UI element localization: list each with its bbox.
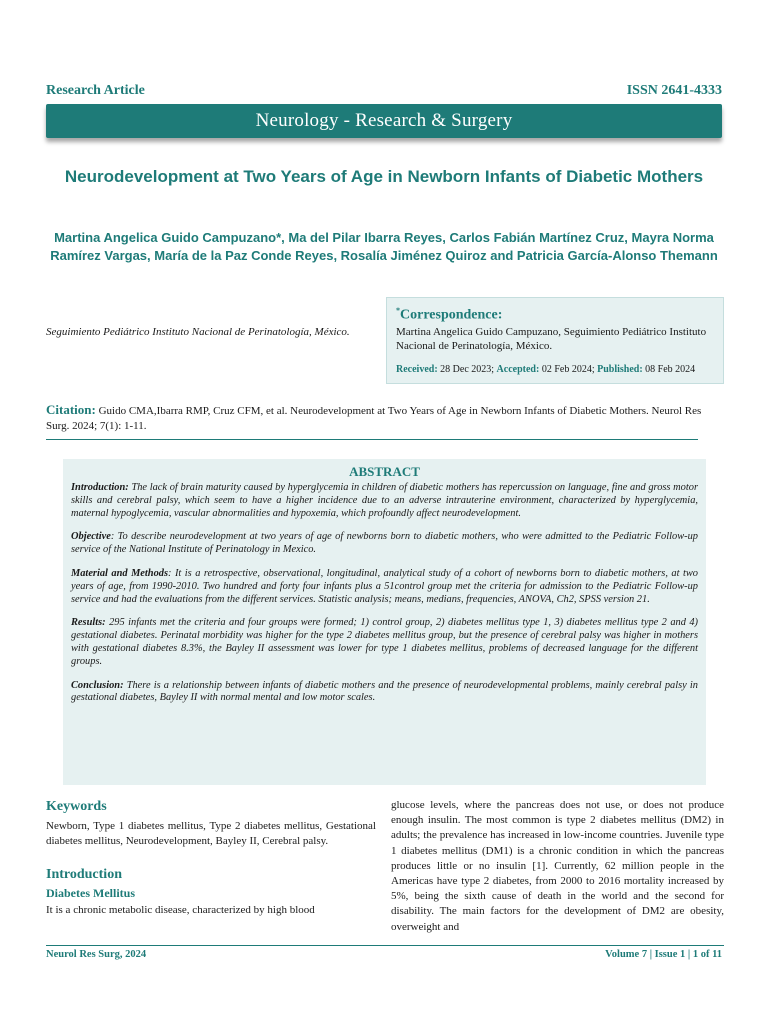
accepted-label: Accepted: — [496, 364, 540, 375]
article-dates — [396, 364, 695, 375]
abstract-box — [63, 459, 706, 785]
abstract-heading: ABSTRACT — [349, 464, 420, 479]
abstract-objective: Objective: To describe neurodevelopment at two years of age of newborns born to diabetic mothers, who were admitted to the Pediatric Follow-up service of the National Institute of Perinatology in Mexico. — [71, 531, 698, 556]
footer-journal: Neurol Res Surg, 2024 — [46, 949, 147, 960]
received-label: Received: — [396, 364, 438, 375]
affiliation: Seguimiento Pediátrico Instituto Nacional de Perinatología, México. — [46, 326, 350, 338]
introduction-heading: Introduction — [46, 867, 122, 883]
diabetes-subheading: Diabetes Mellitus — [46, 886, 135, 901]
journal-name: Neurology - Research & Surgery — [255, 110, 513, 131]
received-date: 28 Dec 2023; — [440, 364, 495, 375]
correspondence-box — [386, 297, 724, 384]
issn: ISSN 2641-4333 — [626, 83, 722, 98]
abstract-introduction: Introduction: The lack of brain maturity caused by hyperglycemia in children of diabetic mothers has repercussion on language, fine and gross motor skills and cerebral palsy, which seem to have a higher incidence due to an adverse intrauterine environment, characterized by hyperglycemia, maternal hypoglycemia, vascular abnormalities and hypoxemia, which profoundly affect neurodevelopment. — [71, 482, 698, 519]
keywords-heading: Keywords — [46, 799, 107, 814]
page-footer — [46, 949, 722, 960]
right-column — [391, 798, 724, 935]
accepted-date: 02 Feb 2024; — [541, 364, 595, 375]
article-title: Neurodevelopment at Two Years of Age in Newborn Infants of Diabetic Mothers — [64, 167, 704, 186]
abstract-results: Results: 295 infants met the criteria and four groups were formed; 1) control group, 2) diabetes mellitus type 1, 3) diabetes mellitus type 2 and 4) gestational diabetes. Perinatal morbidity was higher for the type 2 diabetes mellitus group, but the presence of cerebral palsy was higher in mothers with gestational diabetes 8.3%, the Bayley II assessment was lower for type 1 diabetes mellitus, problems of decreased language for the different groups. — [71, 617, 698, 667]
citation-text: Guido CMA,Ibarra RMP, Cruz CFM, et al. Neurodevelopment at Two Years of Age in Newborn Infants of Diabetic Mothers. Neurol Res Surg. 2024; 7(1): 1-11. — [46, 405, 702, 432]
published-label: Published: — [597, 364, 643, 375]
footer-pagination: Volume 7 | Issue 1 | 1 of 11 — [605, 949, 722, 960]
footer-divider — [46, 945, 724, 946]
header-row — [46, 82, 722, 100]
citation-divider — [46, 439, 698, 440]
left-column — [46, 798, 376, 919]
published-date: 08 Feb 2024 — [645, 364, 696, 375]
correspondence-text: Martina Angelica Guido Campuzano, Seguimiento Pediátrico Instituto Nacional de Perinatología, México. — [396, 325, 707, 352]
correspondence-heading: *Correspondence: — [396, 306, 503, 323]
author-list: Martina Angelica Guido Campuzano*, Ma del Pilar Ibarra Reyes, Carlos Fabián Martínez Cruz, Mayra Norma Ramírez Vargas, María de la Paz Conde Reyes, Rosalía Jiménez Quiroz and Patricia García-Alonso Themann — [50, 230, 718, 263]
abstract-conclusion: Conclusion: There is a relationship between infants of diabetic mothers and the presence of neurodevelopmental problems, mainly cerebral palsy in gestational diabetes, Bayley II with normal mental and low motor scales. — [71, 679, 698, 704]
article-type: Research Article — [46, 83, 145, 98]
citation — [46, 402, 722, 434]
citation-label: Citation: — [46, 402, 96, 417]
introduction-text-right: glucose levels, where the pancreas does not use, or does not produce enough insulin. The most common is type 2 diabetes mellitus (DM2) in adults; the prevalence has increased in low-income countries. Juvenile type 1 diabetes mellitus (DM1) is a chronic condition in which the pancreas produces little or no insulin [1]. Currently, 62 million people in the Americas have type 2 diabetes, from 2000 to 2016 mortality increased by 5%, being the sixth cause of death in the world and the second for disability. The main factors for the development of DM2 are obesity, overweight and — [391, 799, 724, 933]
correspondence-star: * — [396, 306, 400, 315]
keywords-text: Newborn, Type 1 diabetes mellitus, Type 2 diabetes mellitus, Gestational diabetes mellitus, Neurodevelopment, Bayley II, Cerebral palsy. — [46, 820, 376, 848]
journal-banner — [46, 104, 722, 138]
abstract-methods: Material and Methods: It is a retrospective, observational, longitudinal, analytical study of a cohort of newborns born to diabetic mothers, at two years of age, from 1990-2010. Two hundred and forty four infants plus a 51control group met the criteria for admission to the Pediatric Follow-up service and had the evaluations from the different services. Statistic analysis; means, medians, frequencies, ANOVA, Ch2, SPSS version 21. — [71, 567, 698, 605]
introduction-text-left: It is a chronic metabolic disease, characterized by high blood — [46, 904, 315, 917]
